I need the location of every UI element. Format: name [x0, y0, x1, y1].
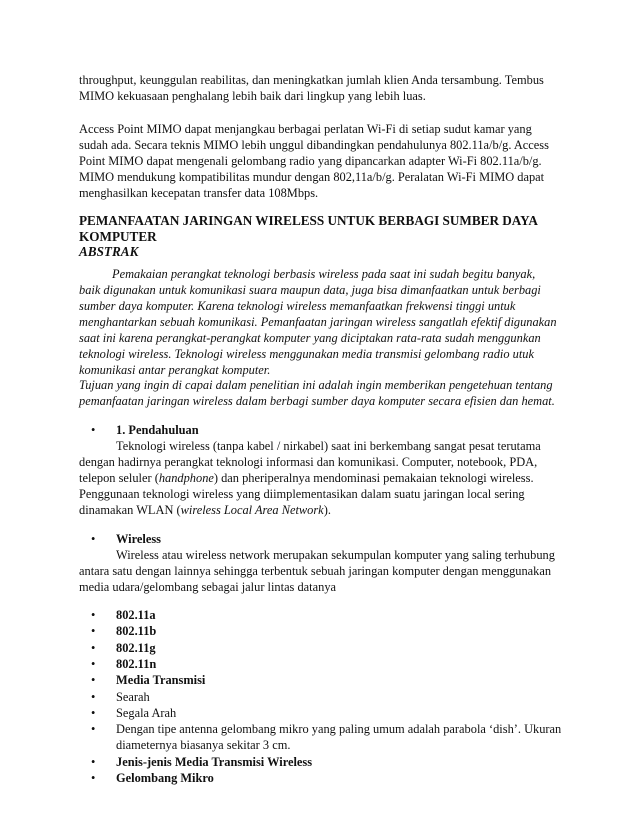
- intro-line-2: MIMO kekuasaan penghalang lebih baik dari lingkup yang lebih luas.: [79, 89, 426, 103]
- bullet-icon: •: [91, 640, 96, 655]
- abstract-line-9: pemanfaatan jaringan wireless dalam berbagi sumber daya komputer secara efisien dan hemat.: [79, 394, 555, 408]
- bullet-icon: •: [91, 423, 96, 437]
- list-item: 802.11g: [116, 640, 156, 655]
- bullet-icon: •: [91, 673, 96, 688]
- list-item: Media Transmisi: [116, 673, 206, 688]
- abstract-line-1: Pemakaian perangkat teknologi berbasis wireless pada saat ini sudah begitu banyak,: [112, 267, 536, 281]
- bullet-icon: •: [91, 656, 96, 671]
- pendahuluan-line-3: [79, 470, 534, 486]
- abstract-line-2: baik digunakan untuk komunikasi suara maupun data, juga bisa dimanfaatkan untuk berbagi: [79, 283, 541, 297]
- pendahuluan-line-5-a: dinamakan WLAN (: [79, 503, 181, 517]
- abstract-line-4: menghantarkan sebuah komunikasi. Pemanfaatan jaringan wireless sangatlah efektif digunakan: [79, 315, 557, 329]
- section-heading-wireless: Wireless: [116, 532, 161, 546]
- pendahuluan-line-1: Teknologi wireless (tanpa kabel / nirkabel) saat ini berkembang sangat pesat terutama: [116, 439, 541, 453]
- pendahuluan-line-5-b: ).: [323, 503, 331, 517]
- section-heading-pendahuluan: 1. Pendahuluan: [116, 423, 199, 437]
- bullet-icon: •: [91, 771, 96, 785]
- paper-title-line-2: KOMPUTER: [79, 229, 157, 244]
- list-item: 802.11a: [116, 608, 156, 622]
- list-item: Dengan tipe antenna gelombang mikro yang paling umum adalah parabola ‘dish’. Ukuran: [116, 722, 562, 737]
- list-item: 802.11b: [116, 624, 157, 639]
- list-item: Segala Arah: [116, 705, 177, 720]
- list-item: Gelombang Mikro: [116, 771, 214, 785]
- bullet-icon: •: [91, 689, 96, 704]
- abstract-line-6: teknologi wireless. Teknologi wireless menggunakan media transmisi gelombang radio utuk: [79, 347, 534, 361]
- bullet-icon: •: [91, 722, 96, 737]
- abstract-line-5: saat ini karena perangkat-perangkat komputer yang diciptakan rata-rata sudah menggunkan: [79, 331, 541, 345]
- abstract-label: ABSTRAK: [79, 244, 139, 259]
- wireless-line-3: media udara/gelombang sebagai jalur lintas datanya: [79, 580, 337, 594]
- pendahuluan-line-3-b: ) dan pheriperalnya mendominasi pemakaian teknologi wireless.: [213, 471, 534, 485]
- wireless-line-1: Wireless atau wireless network merupakan sekumpulan komputer yang saling terhubung: [116, 548, 555, 562]
- abstract-line-8: Tujuan yang ingin di capai dalam penelitian ini adalah ingin memberikan pengetehuan tentang: [79, 378, 553, 392]
- abstract-line-7: komunikasi antar perangkat komputer.: [79, 363, 271, 377]
- access-line-3: Point MIMO dapat mengenali gelombang radio yang dipancarkan adapter Wi-Fi 802.11a/b/g.: [79, 154, 542, 168]
- wireless-line-2: antara satu dengan lainnya sehingga terbentuk sebuah jaringan komputer dengan menggunakan: [79, 564, 552, 578]
- bullet-icon: •: [91, 705, 96, 720]
- bullet-icon: •: [91, 608, 96, 622]
- pendahuluan-line-5-italic: wireless Local Area Network: [180, 503, 324, 517]
- pendahuluan-line-2: dengan hadirnya perangkat teknologi informasi dan komunikasi. Computer, notebook, PDA,: [79, 455, 538, 469]
- list-item: Searah: [116, 689, 150, 704]
- access-line-4: MIMO mendukung kompatibilitas mundur dengan 802,11a/b/g. Peralatan Wi-Fi MIMO dapat: [79, 170, 545, 184]
- pendahuluan-line-3-italic: handphone: [158, 471, 214, 485]
- list-item: Jenis-jenis Media Transmisi Wireless: [116, 754, 313, 769]
- intro-line-1: throughput, keunggulan reabilitas, dan meningkatkan jumlah klien Anda tersambung. Tembus: [79, 73, 544, 87]
- bullet-icon: •: [91, 532, 96, 546]
- access-line-1: Access Point MIMO dapat menjangkau berbagai perlatan Wi-Fi di setiap sudut kamar yang: [79, 122, 532, 136]
- bullet-icon: •: [91, 624, 96, 639]
- bullet-icon: •: [91, 754, 96, 769]
- pendahuluan-line-5: [79, 502, 331, 518]
- pendahuluan-line-3-a: telepon seluler (: [79, 471, 159, 485]
- pendahuluan-line-4: Penggunaan teknologi wireless yang diimplementasikan dalam suatu jaringan local sering: [79, 487, 525, 501]
- abstract-line-3: sumber daya komputer. Karena teknologi wireless memanfaatkan frekwensi tinggi untuk: [79, 299, 516, 313]
- list-item-continuation: diameternya biasanya sekitar 3 cm.: [116, 738, 291, 753]
- access-line-2: sudah ada. Secara teknis MIMO lebih unggul dibandingkan pendahulunya 802.11a/b/g. Access: [79, 138, 549, 152]
- list-item: 802.11n: [116, 656, 157, 671]
- access-line-5: menghasilkan kecepatan transfer data 108Mbps.: [79, 186, 319, 200]
- paper-title-line-1: PEMANFAATAN JARINGAN WIRELESS UNTUK BERBAGI SUMBER DAYA: [79, 213, 538, 228]
